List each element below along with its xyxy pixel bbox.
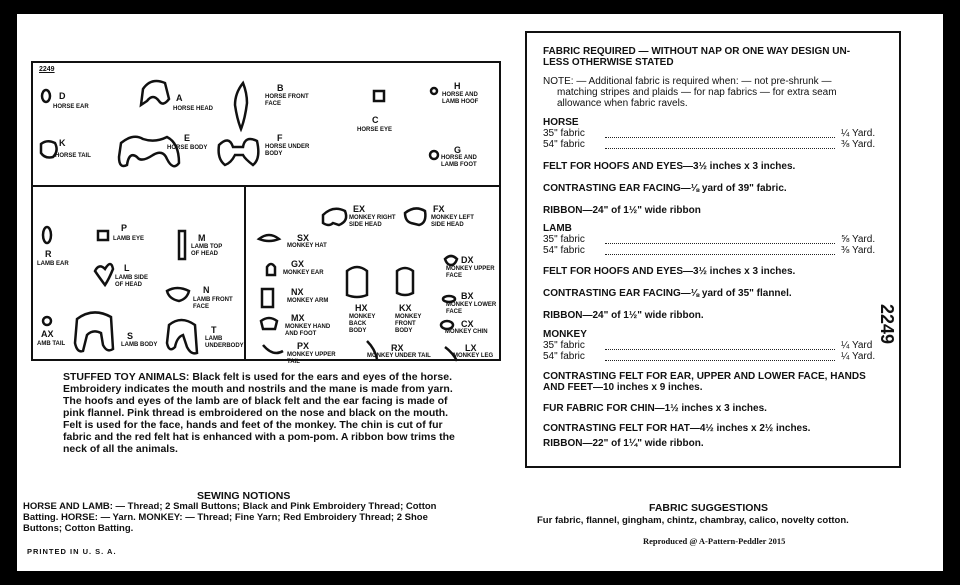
piece-ax-label: AMB TAIL bbox=[37, 341, 66, 347]
fabric-note-3: allowance when fabric ravels. bbox=[557, 98, 688, 109]
description-lead: STUFFED TOY ANIMALS: bbox=[63, 371, 190, 383]
lamb-row-2-value: ⅜ Yard. bbox=[841, 245, 876, 256]
piece-h-label: HORSE AND LAMB HOOF bbox=[442, 92, 479, 105]
piece-l-shape bbox=[95, 264, 113, 285]
piece-s-code: S bbox=[127, 331, 134, 341]
horse-row-2-value: ⅜ Yard. bbox=[841, 139, 876, 150]
fabric-note-1: NOTE: — Additional fabric is required when: — not pre-shrunk — bbox=[543, 76, 832, 87]
piece-nx-label: MONKEY ARM bbox=[287, 298, 329, 304]
piece-px-code: PX bbox=[297, 341, 310, 351]
piece-r-shape bbox=[43, 227, 51, 243]
piece-d-code: D bbox=[59, 91, 66, 101]
piece-h-shape bbox=[431, 88, 437, 94]
piece-b-label: HORSE FRONT FACE bbox=[265, 94, 309, 107]
piece-mx-label: MONKEY HAND AND FOOT bbox=[285, 324, 331, 337]
lamb-felt: FELT FOR HOOFS AND EYES—3½ inches x 3 inches. bbox=[543, 266, 796, 277]
monkey-hat: CONTRASTING FELT FOR HAT—4½ inches x 2½ inches. bbox=[543, 423, 811, 434]
piece-l-code: L bbox=[124, 263, 130, 273]
piece-hx-code: HX bbox=[355, 303, 368, 313]
lamb-ribbon: RIBBON—24" of 1½" wide ribbon. bbox=[543, 310, 704, 321]
horse-row-1-leader bbox=[605, 137, 835, 138]
piece-mx-code: MX bbox=[291, 313, 305, 323]
piece-f-label: HORSE UNDER BODY bbox=[265, 144, 310, 157]
piece-d-label: HORSE EAR bbox=[53, 104, 89, 110]
lamb-row-1-value: ⅝ Yard. bbox=[841, 234, 876, 245]
monkey-row-2-label: 54" fabric bbox=[543, 351, 585, 362]
piece-k-code: K bbox=[59, 138, 66, 148]
piece-s-label: LAMB BODY bbox=[121, 342, 158, 348]
lamb-ear-facing: CONTRASTING EAR FACING—⅛ yard of 35" flannel. bbox=[543, 288, 792, 299]
piece-sx-code: SX bbox=[297, 233, 310, 243]
monkey-felt-2: AND FEET—10 inches x 9 inches. bbox=[543, 382, 703, 393]
description-text: Black felt is used for the ears and eyes of the horse. Embroidery indicates the mouth and nostrils and the mane is made from yarn. The hoofs and eyes of the lamb are of black felt and the ear facing is made of pink flannel. Pink thread is embroidered on the nose and black on the mouth. Felt is used for the face, hands and feet of the monkey. The chin is cut of fur fabric and the red felt hat is enhanced with a pom-pom. A ribbon bow trims the neck of all the animals. bbox=[63, 371, 455, 455]
piece-ax-shape bbox=[43, 317, 51, 325]
piece-p-label: LAMB EYE bbox=[113, 236, 145, 242]
printed-in-usa: PRINTED IN U. S. A. bbox=[27, 547, 117, 556]
notions-title: SEWING NOTIONS bbox=[197, 490, 291, 502]
horse-row-1-value: ¼ Yard. bbox=[841, 128, 876, 139]
fabric-required-box bbox=[525, 31, 901, 468]
piece-e-code: E bbox=[184, 133, 191, 143]
piece-r-label: LAMB EAR bbox=[37, 261, 69, 267]
piece-fx-shape bbox=[405, 208, 425, 225]
piece-s-shape bbox=[75, 312, 113, 351]
description bbox=[63, 371, 463, 455]
piece-dx-label: MONKEY UPPER FACE bbox=[446, 266, 495, 279]
piece-dx-shape bbox=[445, 256, 457, 265]
monkey-row-2-leader bbox=[605, 360, 835, 361]
piece-fx-code: FX bbox=[433, 204, 445, 214]
piece-m-label: LAMB TOP OF HEAD bbox=[191, 244, 223, 257]
piece-ex-shape bbox=[323, 209, 346, 225]
piece-nx-shape bbox=[262, 289, 273, 307]
piece-g-code: G bbox=[454, 145, 462, 155]
horse-ribbon: RIBBON—24" of 1½" wide ribbon bbox=[543, 205, 701, 216]
piece-lx-code: LX bbox=[465, 343, 477, 353]
horse-row-1-label: 35" fabric bbox=[543, 128, 585, 139]
piece-hx-label: MONKEY BACK BODY bbox=[349, 314, 376, 334]
piece-dx-code: DX bbox=[461, 255, 474, 265]
piece-t-code: T bbox=[211, 325, 217, 335]
lamb-title: LAMB bbox=[543, 223, 572, 234]
piece-mx-shape bbox=[261, 318, 277, 329]
lamb-row-2-leader bbox=[605, 254, 835, 255]
piece-rx-label: MONKEY UNDER TAIL bbox=[367, 353, 431, 359]
piece-a-code: A bbox=[176, 93, 183, 103]
fabric-title-2: LESS OTHERWISE STATED bbox=[543, 57, 674, 68]
pieces-diagram bbox=[31, 61, 501, 365]
piece-cx-shape bbox=[441, 321, 453, 329]
lamb-row-1-label: 35" fabric bbox=[543, 234, 585, 245]
monkey-fur: FUR FABRIC FOR CHIN—1½ inches x 3 inches. bbox=[543, 403, 767, 414]
piece-n-label: LAMB FRONT FACE bbox=[193, 297, 233, 310]
notions-line-3: Buttons; Cotton Batting. bbox=[23, 523, 134, 534]
piece-cx-code: CX bbox=[461, 319, 474, 329]
piece-ax-code: AX bbox=[41, 329, 54, 339]
piece-a-label: HORSE HEAD bbox=[173, 106, 214, 112]
side-pattern-number: 2249 bbox=[877, 304, 897, 345]
piece-r-code: R bbox=[45, 249, 52, 259]
piece-n-code: N bbox=[203, 285, 210, 295]
piece-n-shape bbox=[167, 288, 189, 301]
monkey-felt-1: CONTRASTING FELT FOR EAR, UPPER AND LOWER FACE, HANDS bbox=[543, 371, 866, 382]
suggestions-text: Fur fabric, flannel, gingham, chintz, chambray, calico, novelty cotton. bbox=[537, 515, 849, 526]
piece-e-label: HORSE BODY bbox=[167, 145, 208, 151]
piece-ex-label: MONKEY RIGHT SIDE HEAD bbox=[349, 215, 396, 228]
piece-b-code: B bbox=[277, 83, 284, 93]
horse-ear-facing: CONTRASTING EAR FACING—⅛ yard of 39" fabric. bbox=[543, 183, 787, 194]
piece-c-shape bbox=[374, 91, 384, 101]
piece-kx-shape bbox=[397, 268, 413, 295]
piece-b-shape bbox=[235, 83, 247, 129]
piece-t-label: LAMB UNDERBODY bbox=[205, 336, 244, 349]
monkey-row-2-value: ¼ Yard. bbox=[841, 351, 876, 362]
piece-sx-label: MONKEY HAT bbox=[287, 243, 327, 249]
piece-cx-label: MONKEY CHIN bbox=[445, 329, 488, 335]
piece-kx-label: MONKEY FRONT BODY bbox=[395, 314, 422, 334]
piece-fx-label: MONKEY LEFT SIDE HEAD bbox=[431, 215, 474, 228]
piece-ex-code: EX bbox=[353, 204, 366, 214]
piece-h-code: H bbox=[454, 81, 461, 91]
fabric-title-1: FABRIC REQUIRED — WITHOUT NAP OR ONE WAY DESIGN UN- bbox=[543, 46, 851, 57]
piece-gx-label: MONKEY EAR bbox=[283, 270, 324, 276]
pattern-envelope-back bbox=[17, 14, 943, 571]
lamb-row-2-label: 54" fabric bbox=[543, 245, 585, 256]
piece-p-shape bbox=[98, 231, 108, 240]
piece-rx-code: RX bbox=[391, 343, 404, 353]
lamb-row-1-leader bbox=[605, 243, 835, 244]
suggestions-title: FABRIC SUGGESTIONS bbox=[649, 502, 769, 514]
piece-p-code: P bbox=[121, 223, 128, 233]
piece-nx-code: NX bbox=[291, 287, 304, 297]
diagram-pattern-number: 2249 bbox=[39, 66, 55, 73]
piece-px-label: MONKEY UPPER TAIL bbox=[287, 352, 336, 365]
credit-line: Reproduced @ A-Pattern-Peddler 2015 bbox=[643, 536, 786, 546]
monkey-row-1-leader bbox=[605, 349, 835, 350]
horse-row-2-label: 54" fabric bbox=[543, 139, 585, 150]
piece-lx-label: MONKEY LEG bbox=[453, 353, 494, 359]
piece-g-label: HORSE AND LAMB FOOT bbox=[441, 155, 477, 168]
notions-line-1: HORSE AND LAMB: — Thread; 2 Small Buttons; Black and Pink Embroidery Thread; Cotton bbox=[23, 501, 437, 512]
piece-m-shape bbox=[179, 231, 185, 259]
monkey-row-1-value: ¼ Yard bbox=[841, 340, 873, 351]
piece-l-label: LAMB SIDE OF HEAD bbox=[115, 275, 148, 288]
notions-line-2: Batting. HORSE: — Yarn. MONKEY: — Thread; Fine Yarn; Red Embroidery Thread; 2 Shoe bbox=[23, 512, 428, 523]
piece-k-label: HORSE TAIL bbox=[55, 153, 91, 159]
piece-m-code: M bbox=[198, 233, 206, 243]
horse-felt: FELT FOR HOOFS AND EYES—3½ inches x 3 inches. bbox=[543, 161, 796, 172]
horse-title: HORSE bbox=[543, 117, 579, 128]
piece-gx-shape bbox=[267, 264, 275, 275]
fabric-note-2: matching stripes and plaids — for nap fabrics — for extra seam bbox=[557, 87, 837, 98]
piece-px-shape bbox=[263, 345, 283, 353]
piece-d-shape bbox=[42, 90, 50, 102]
piece-bx-label: MONKEY LOWER FACE bbox=[446, 302, 497, 315]
monkey-row-1-label: 35" fabric bbox=[543, 340, 585, 351]
piece-c-label: HORSE EYE bbox=[357, 127, 393, 133]
horse-row-2-leader bbox=[605, 148, 835, 149]
monkey-title: MONKEY bbox=[543, 329, 587, 340]
piece-g-shape bbox=[430, 151, 438, 159]
monkey-ribbon: RIBBON—22" of 1¼" wide ribbon. bbox=[543, 438, 704, 449]
piece-f-code: F bbox=[277, 133, 283, 143]
piece-f-shape bbox=[219, 139, 259, 165]
piece-bx-code: BX bbox=[461, 291, 474, 301]
piece-hx-shape bbox=[347, 267, 367, 297]
piece-kx-code: KX bbox=[399, 303, 412, 313]
piece-gx-code: GX bbox=[291, 259, 305, 269]
piece-c-code: C bbox=[372, 115, 379, 125]
piece-t-shape bbox=[167, 320, 197, 353]
piece-a-shape bbox=[141, 81, 169, 105]
piece-sx-shape bbox=[259, 235, 279, 241]
